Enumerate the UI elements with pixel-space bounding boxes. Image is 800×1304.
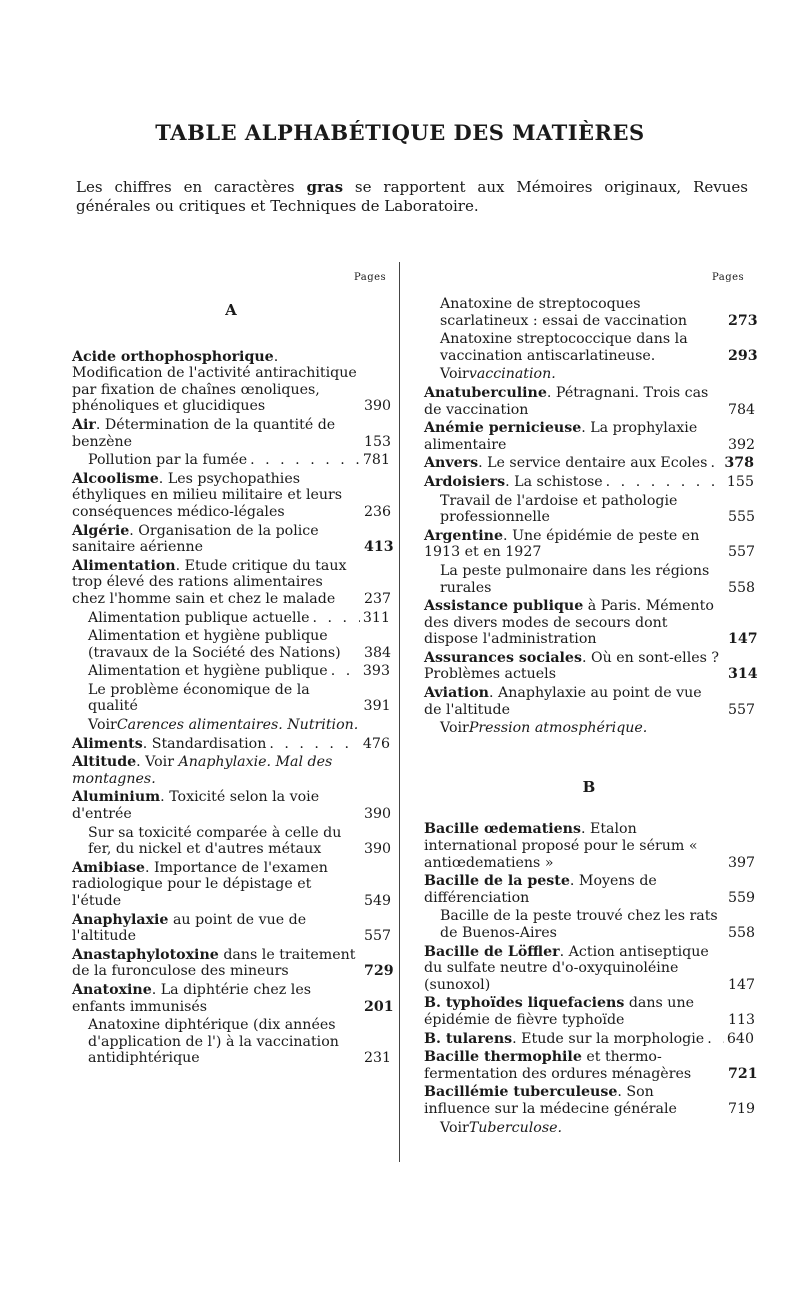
entry-separator: .: [151, 981, 161, 998]
entry-separator: .: [559, 943, 569, 960]
page-number: 390: [364, 841, 392, 858]
entry-text: [72, 610, 390, 627]
column-divider: [399, 262, 400, 1162]
see-label: Voir: [88, 717, 117, 734]
sub-entry-text: Le problème économique de la qualité: [88, 681, 310, 715]
page-number: 781: [362, 452, 390, 469]
entry-text: [72, 912, 390, 945]
section-letter-b: B: [582, 777, 596, 796]
see-label: Voir: [440, 720, 469, 737]
entry-heading: Acide orthophosphorique: [72, 348, 274, 365]
page-number: 640: [726, 1030, 754, 1047]
index-entry: [424, 296, 758, 329]
entry-separator: .: [580, 821, 590, 838]
entry-text: [424, 1084, 754, 1117]
see-label: Voir: [440, 366, 469, 383]
entry-separator: .: [158, 470, 168, 487]
entry-separator: .: [488, 685, 499, 702]
intro-text-2: se rapportent aux Mémoires originaux, Revues générales ou critiques et Techniques de Laboratoire.: [76, 178, 748, 215]
entry-description: La prophylaxie alimentaire: [424, 420, 698, 453]
entry-heading: B. typhoïdes liquefaciens: [424, 995, 625, 1012]
entry-body: [440, 296, 722, 329]
entry-heading: Altitude: [72, 754, 137, 771]
index-entry: [424, 873, 754, 906]
entry-text: [72, 663, 390, 680]
index-entry: [424, 528, 754, 561]
entry-body: [88, 825, 358, 858]
entry-separator: .: [512, 1030, 522, 1047]
entry-description: Son influence sur la médecine générale: [424, 1084, 677, 1117]
entry-heading: Air: [72, 416, 96, 433]
entry-text: [72, 736, 390, 753]
entry-text: [424, 455, 754, 472]
index-entry: [424, 1084, 754, 1117]
entry-text: [72, 417, 390, 450]
entry-heading: Amibiase: [72, 859, 145, 876]
entry-description: La schistose: [514, 473, 603, 490]
entry-heading: B. tularens: [424, 1030, 513, 1047]
entry-description: La diphtérie chez les enfants immunisés: [72, 981, 311, 1015]
entry-separator: .: [160, 789, 170, 806]
entry-text: [72, 789, 390, 822]
page-number: 557: [728, 544, 756, 561]
sub-entry-text: Anatoxine diphtérique (dix années d'application de l') à la vaccination antidiphtérique: [88, 1017, 339, 1067]
entry-body: [440, 331, 722, 364]
entry-text: [424, 493, 754, 526]
entry-text: [72, 1017, 390, 1067]
entry-text: [424, 296, 758, 329]
right-b-entries: [424, 821, 758, 1136]
index-entry: [424, 366, 754, 383]
page-number: 378: [724, 455, 754, 472]
entry-description: Etude sur la morphologie: [521, 1030, 705, 1047]
entry-description: Action antiseptique du sulfate neutre d'o-oxyquinoléine (sunoxol): [424, 943, 709, 993]
sub-entry-text: Anatoxine streptococcique dans la vaccination antiscarlatineuse.: [440, 331, 688, 364]
entry-body: [424, 1049, 722, 1082]
entry-heading: Assurances sociales: [424, 649, 582, 666]
entry-description: à Paris. Mémento des divers modes de secours dont dispose l'administration: [424, 598, 714, 648]
index-entry: [72, 682, 390, 715]
see-also: [424, 1120, 754, 1137]
intro-bold-word: gras: [306, 178, 344, 196]
index-entry: [72, 754, 390, 787]
sub-entry-text: Alimentation publique actuelle: [88, 609, 310, 626]
page-number: 201: [364, 998, 394, 1015]
entry-separator: .: [546, 384, 556, 401]
index-entry: [72, 628, 390, 661]
sub-entry-text: Travail de l'ardoise et pathologie professionnelle: [440, 492, 678, 526]
page-number: 557: [728, 701, 756, 718]
entry-body: [440, 908, 722, 941]
page-number: 293: [728, 347, 758, 364]
see-also: [72, 717, 390, 734]
intro-paragraph: [76, 178, 748, 216]
page-number: 314: [728, 666, 758, 683]
index-entry: [72, 452, 390, 469]
entry-heading: Aluminium: [72, 789, 161, 806]
entry-text: [72, 860, 390, 910]
entry-separator: .: [569, 873, 579, 890]
index-entry: [72, 471, 390, 521]
entry-body: [424, 685, 722, 718]
sub-entry-text: Bacille de la peste trouvé chez les rats de Buenos-Aires: [440, 908, 718, 941]
page-number: 237: [364, 590, 392, 607]
index-entry: [424, 1031, 754, 1048]
entry-separator: .: [175, 557, 185, 574]
entry-heading: Anaphylaxie: [72, 911, 169, 928]
sub-entry-text: Pollution par la fumée: [88, 452, 248, 469]
index-entry: [424, 720, 754, 737]
index-entry: [72, 736, 390, 753]
entry-heading: Aviation: [424, 685, 489, 702]
page-number: 558: [728, 579, 756, 596]
entry-body: [440, 493, 722, 526]
sub-entry-text: Sur sa toxicité comparée à celle du fer, du nickel et d'autres métaux: [88, 824, 342, 858]
entry-text: [424, 385, 754, 418]
entry-body: [88, 682, 358, 715]
sub-entry-text: Alimentation et hygiène publique (travaux de la Société des Nations): [88, 628, 341, 661]
see-label: Voir: [440, 1119, 469, 1136]
entry-text: [72, 471, 390, 521]
index-entry: [424, 1120, 754, 1137]
entry-heading: Ardoisiers: [424, 473, 506, 490]
index-entry: [424, 908, 754, 941]
entry-heading: Anatuberculine: [424, 384, 547, 401]
entry-text: [424, 873, 754, 906]
entry-text: [424, 649, 758, 683]
see-target: Tuberculose.: [468, 1119, 563, 1136]
entry-body: [72, 860, 358, 910]
entry-body: [440, 563, 722, 596]
entry-body: [424, 650, 722, 683]
entry-separator: .: [478, 455, 488, 472]
dot-leader: [331, 663, 360, 680]
index-entry: [72, 1017, 390, 1067]
entry-body: [88, 610, 310, 627]
entry-text: [72, 349, 390, 415]
entry-body: [72, 349, 358, 415]
entry-description: Modification de l'activité antirachitique par fixation de chaînes œnoliques, phénoliques et glucidiques: [72, 365, 357, 415]
entry-heading: Anatoxine: [72, 981, 152, 998]
entry-body: [424, 528, 722, 561]
entry-body: [72, 417, 358, 450]
index-entry: [424, 995, 754, 1028]
entry-text: [424, 331, 758, 364]
entry-separator: .: [617, 1084, 627, 1101]
entry-description: Où en sont-elles ? Problèmes actuels: [424, 649, 720, 683]
index-entry: [424, 685, 754, 718]
pages-header-right: Pages: [712, 272, 745, 283]
entry-body: [88, 628, 358, 661]
entry-description: Importance de l'examen radiologique pour le dépistage et l'étude: [72, 859, 328, 909]
entry-body: [424, 995, 722, 1028]
see-also: [424, 366, 754, 383]
index-entry: [424, 474, 754, 491]
index-entry: [424, 821, 754, 871]
left-column: [72, 290, 394, 1069]
entry-heading: Alimentation: [72, 557, 176, 574]
entry-body: [424, 474, 603, 491]
entry-body: [424, 1084, 722, 1117]
entry-body: [88, 663, 328, 680]
sub-entry-text: Alimentation et hygiène publique: [88, 663, 328, 680]
entry-text: [72, 981, 394, 1015]
entry-text: [424, 821, 754, 871]
page-number: 784: [728, 401, 756, 418]
see-target: Anaphylaxie. Mal des montagnes.: [72, 754, 333, 787]
index-entry: [72, 417, 390, 450]
entry-text: [424, 598, 758, 648]
entry-description: et thermo-fermentation des ordures ménagères: [424, 1049, 692, 1082]
page-number: 236: [364, 503, 392, 520]
entry-text: [424, 1031, 754, 1048]
entry-description: Toxicité selon la voie d'entrée: [72, 789, 320, 823]
entry-description: au point de vue de l'altitude: [72, 911, 307, 945]
index-entry: [424, 563, 754, 596]
page-number: 721: [728, 1065, 758, 1082]
page-number: 147: [728, 976, 756, 993]
entry-body: [424, 598, 722, 648]
entry-body: [72, 471, 358, 521]
page-number: 153: [364, 433, 392, 450]
index-entry: [424, 1049, 758, 1082]
index-entry: [72, 349, 390, 415]
entry-description: Anaphylaxie au point de vue de l'altitude: [424, 685, 702, 718]
entry-separator: .: [144, 859, 154, 876]
entry-heading: Bacille de la peste: [424, 873, 570, 890]
entry-text: [424, 995, 754, 1028]
entry-heading: Algérie: [72, 522, 130, 539]
entry-body: [88, 452, 247, 469]
right-column: [424, 296, 758, 1138]
page-number: 384: [364, 644, 392, 661]
page-number: 231: [364, 1050, 392, 1067]
index-entry: [72, 860, 390, 910]
index-entry: [424, 944, 754, 994]
entry-body: [424, 385, 722, 418]
entry-description: Une épidémie de peste en 1913 et en 1927: [424, 527, 700, 561]
index-entry: [72, 717, 390, 734]
index-entry: [72, 522, 394, 556]
entry-heading: Anastaphylotoxine: [72, 946, 219, 963]
index-entry: [424, 385, 754, 418]
entry-separator: .: [273, 348, 279, 365]
entry-separator: .: [505, 473, 515, 490]
entry-heading: Bacille œdematiens: [424, 821, 581, 838]
entry-body: [424, 420, 722, 453]
intro-text-1: Les chiffres en caractères: [76, 178, 307, 196]
page-number: 555: [728, 509, 756, 526]
index-entry: [72, 912, 390, 945]
dot-leader: [269, 736, 360, 753]
entry-heading: Anémie pernicieuse: [424, 420, 582, 437]
entry-description: Etalon international proposé pour le sérum « antiœdematiens »: [424, 821, 698, 871]
entry-body: [72, 947, 358, 980]
see-target: Carences alimentaires. Nutrition.: [116, 717, 359, 734]
page-number: 155: [726, 473, 754, 490]
entry-description: Les psychopathies éthyliques en milieu militaire et leurs conséquences médico-légales: [72, 470, 343, 520]
entry-separator: .: [503, 527, 513, 544]
page-number: 413: [364, 539, 394, 556]
sub-entry-text: Anatoxine de streptocoques scarlatineux : essai de vaccination: [440, 296, 688, 329]
entry-description: dans une épidémie de fièvre typhoïde: [424, 995, 694, 1028]
page-number: 549: [364, 893, 392, 909]
entry-heading: Bacillémie tuberculeuse: [424, 1084, 618, 1101]
entry-body: [424, 1031, 704, 1048]
entry-heading: Argentine: [424, 527, 504, 544]
index-entry: [424, 649, 758, 683]
index-entry: [72, 558, 390, 608]
entry-heading: Assistance publique: [424, 598, 584, 615]
entry-description: Pétragnani. Trois cas de vaccination: [424, 384, 709, 418]
entry-text: [72, 522, 394, 556]
entry-text: [424, 1049, 758, 1082]
page-number: 391: [363, 698, 391, 715]
index-entry: [424, 331, 758, 364]
page-number: 147: [728, 631, 758, 648]
section-letter-a: A: [225, 301, 237, 319]
page-number: 559: [728, 889, 756, 906]
entry-text: [424, 944, 754, 994]
entry-text: [72, 946, 394, 980]
entry-text: [72, 682, 390, 715]
pages-header-left: Pages: [354, 272, 387, 283]
entry-heading: Bacille thermophile: [424, 1049, 582, 1066]
entry-body: [424, 944, 722, 994]
page-number: 558: [728, 925, 756, 941]
index-entry: [72, 946, 394, 980]
index-entry: [424, 420, 754, 453]
entry-heading: Alcoolisme: [72, 470, 159, 487]
see-target: vaccination.: [468, 366, 556, 383]
entry-separator: .: [581, 649, 591, 666]
page-title: TABLE ALPHABÉTIQUE DES MATIÈRES: [155, 120, 645, 145]
entry-description: Organisation de la police sanitaire aérienne: [72, 522, 319, 556]
entry-heading: Anvers: [424, 455, 479, 472]
page-number: 392: [728, 436, 756, 453]
see-also: [424, 720, 754, 737]
index-entry: [72, 789, 390, 822]
index-entry: [72, 663, 390, 680]
entry-heading: Bacille de Löffler: [424, 943, 560, 960]
entry-body: [72, 523, 358, 556]
entry-description: Le service dentaire aux Ecoles: [487, 455, 708, 472]
dot-leader: [250, 452, 360, 469]
entry-description: Etude critique du taux trop élevé des rations alimentaires chez l'homme sain et chez le malade: [72, 557, 347, 607]
dot-leader: [710, 455, 721, 472]
index-entry: [424, 455, 754, 472]
entry-body: [424, 455, 707, 472]
dot-leader: [707, 1031, 724, 1048]
dot-leader: [313, 610, 360, 627]
see-label: . Voir: [136, 754, 179, 771]
page-number: 113: [728, 1011, 756, 1028]
entry-description: dans le traitement de la furonculose des mineurs: [72, 946, 356, 980]
entry-separator: .: [581, 420, 591, 437]
sub-entry-text: La peste pulmonaire dans les régions rurales: [440, 562, 710, 596]
entry-text: [72, 628, 390, 661]
entry-separator: .: [95, 416, 105, 433]
dot-leader: [606, 474, 724, 491]
index-entry: [424, 493, 754, 526]
entry-body: [424, 873, 722, 906]
page-number: 390: [364, 398, 392, 415]
entry-text: [424, 563, 754, 596]
entry-text: [424, 420, 754, 453]
index-entry: [72, 825, 390, 858]
right-top-entries: [424, 296, 758, 737]
entry-body: [424, 821, 722, 871]
entry-text: [424, 908, 754, 941]
entry-description: Standardisation: [151, 735, 267, 752]
page-number: 390: [364, 806, 392, 823]
page-number: 273: [728, 312, 758, 329]
entry-body: [72, 982, 358, 1015]
page-number: 397: [728, 854, 756, 871]
page-number: 729: [364, 963, 394, 980]
entry-description: Moyens de différenciation: [424, 873, 657, 906]
entry-body: [72, 912, 358, 945]
page-number: 311: [362, 609, 390, 626]
entry-text: [424, 685, 754, 718]
entry-body: [72, 736, 266, 753]
entry-heading: Aliments: [72, 735, 143, 752]
entry-text: [424, 528, 754, 561]
page-number: 557: [364, 928, 392, 945]
entry-text: [72, 452, 390, 469]
entry-text: [72, 754, 390, 787]
entry-description: Détermination de la quantité de benzène: [72, 416, 336, 450]
see-target: Pression atmosphérique.: [468, 720, 648, 737]
entry-body: [88, 1017, 358, 1067]
entry-text: [72, 825, 390, 858]
entry-body: [72, 558, 358, 608]
entry-text: [424, 474, 754, 491]
page-number: 719: [728, 1100, 756, 1117]
entry-separator: .: [129, 522, 139, 539]
entry-body: [72, 789, 358, 822]
page-number: 476: [362, 735, 390, 752]
entry-text: [72, 558, 390, 608]
index-entry: [424, 598, 758, 648]
page-number: 393: [362, 663, 390, 680]
index-entry: [72, 981, 394, 1015]
entry-separator: .: [142, 735, 152, 752]
index-entry: [72, 610, 390, 627]
